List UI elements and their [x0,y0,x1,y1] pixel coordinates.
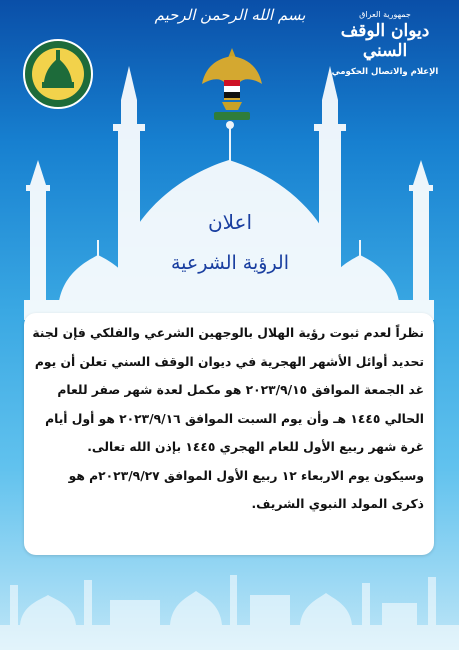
announcement-text-card [24,313,434,555]
office-country-label: جمهورية العراق [359,10,411,19]
office-name-label: ديوان الوقف السني [340,21,430,61]
sunni-endowment-logo-icon [22,38,94,110]
iraq-eagle-emblem-icon [200,44,264,124]
announcement-paragraph: نظراً لعدم ثبوت رؤية الهلال بالوجهين الشرعي والفلكي فإن لجنة تحديد أوائل الأشهر الهجرية في ديوان الوقف السني تعلن أن يوم غد الجمعة الموافق ٢٠٢٣/٩/١٥ هو مكمل لعدة شهر صفر للعام الحالي ١٤٤٥ هـ وأن يوم السبت الموافق ٢٠٢٣/٩/١٦ هو أول أيام غرة شهر ربيع الأول للعام الهجري ١٤٤٥ بإذن الله تعالى. [32,326,424,454]
announcement-title: اعلان [207,210,253,234]
basmala-text: بسم الله الرحمن الرحيم [154,6,306,24]
office-department-label: الإعلام والاتصال الحكومي [331,67,439,77]
announcement-paragraph: وسيكون يوم الاربعاء ١٢ ربيع الأول الموافق ٢٠٢٣/٩/٢٧م هو ذكرى المولد النبوي الشريف. [68,468,424,511]
office-title-block [325,10,445,77]
announcement-subtitle: الرؤية الشرعية [171,252,289,274]
city-skyline-icon [0,555,459,650]
